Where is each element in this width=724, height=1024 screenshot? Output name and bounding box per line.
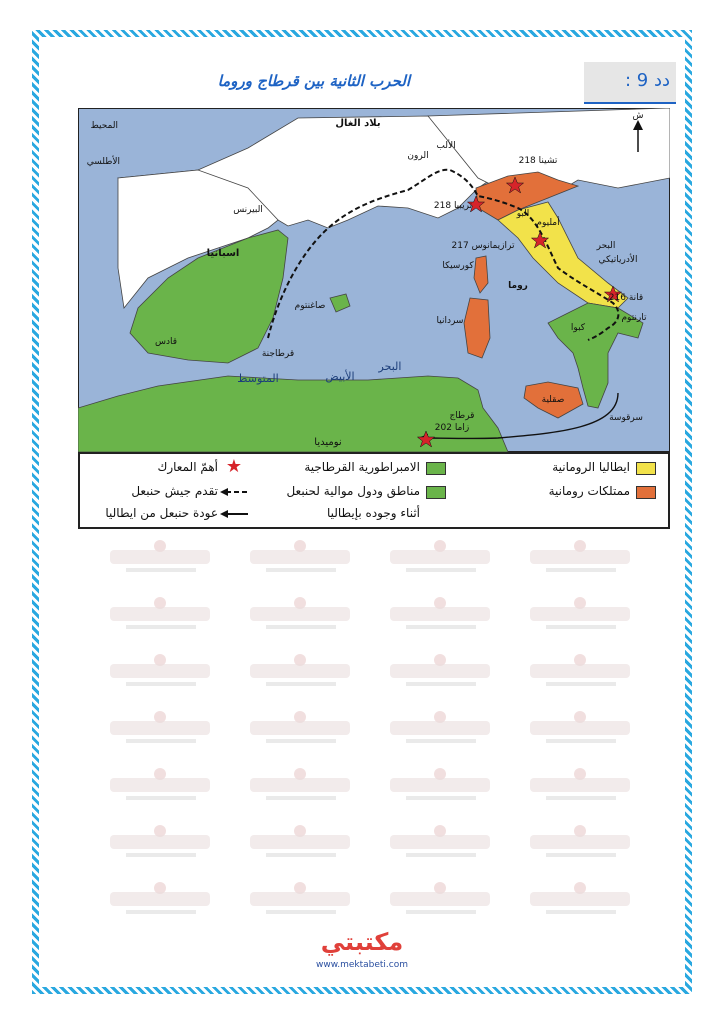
- map-label-alps: الألب: [436, 141, 456, 151]
- legend-swatch-roman-italy: [636, 462, 656, 475]
- map-label-sardinia: سردانيا: [436, 316, 464, 326]
- map-label-numidia: نوميديا: [314, 437, 342, 448]
- map-label-north: ش: [632, 111, 644, 121]
- map-label-atlantic-2: الأطلسي: [86, 157, 120, 167]
- map-label-pyrenees: البيرنس: [233, 205, 263, 215]
- legend-star-icon: ★: [225, 456, 242, 477]
- map-label-capua: كبوا: [570, 323, 586, 333]
- map-label-ticinus: تشينا 218: [518, 156, 558, 166]
- watermark-area: [90, 532, 650, 932]
- map-label-rome: روما: [508, 281, 528, 291]
- map-label-spain: اسبانيا: [206, 248, 240, 259]
- map-label-syracuse: سرقوسة: [609, 413, 643, 423]
- map-label-po: البو: [516, 209, 530, 219]
- map-label-sicily: صقلية: [541, 395, 565, 405]
- logo-brand: مكتبتي: [320, 928, 404, 956]
- legend-label-roman-italy: ايطاليا الرومانية: [552, 460, 630, 474]
- legend-label-advance: تقدم جيش حنبعل: [131, 484, 218, 498]
- legend-label-carthaginian-empire: الامبراطورية القرطاجية: [304, 460, 420, 474]
- map-label-cannae: قانة 216: [608, 293, 644, 303]
- map-label-carthage: قرطاج: [449, 411, 475, 421]
- legend-dashed-arrow-icon: [220, 485, 248, 499]
- legend-swatch-carthaginian-empire: [426, 462, 446, 475]
- map-label-sea-2: الأبيض: [325, 370, 355, 383]
- map-legend: [78, 452, 670, 529]
- legend-label-battles: أهمّ المعارك: [157, 460, 218, 474]
- map-label-trebia: تريبيا 218: [433, 201, 473, 211]
- legend-label-allied-areas-2: أثناء وجوده بإيطاليا: [326, 506, 420, 520]
- legend-label-return: عودة حنبعل من ايطاليا: [105, 506, 218, 520]
- legend-label-allied-areas: مناطق ودول موالية لحنبعل: [286, 484, 420, 498]
- map-label-sea-1: البحر: [378, 360, 402, 373]
- legend-solid-arrow-icon: [220, 507, 248, 521]
- watermark-pattern: [90, 532, 650, 932]
- logo-url: www.mektabeti.com: [315, 960, 409, 970]
- legend-label-roman-possessions: ممتلكات رومانية: [548, 484, 630, 498]
- map-label-cartagena: قرطاجنة: [261, 349, 295, 359]
- map-label-zama: زاما 202: [434, 423, 470, 433]
- map-label-adriatic-1: البحر: [596, 241, 616, 251]
- site-logo: [292, 926, 432, 982]
- map-label-sea-3: المتوسط: [237, 372, 279, 385]
- map-label-atlantic-1: المحيط: [90, 121, 118, 131]
- legend-swatch-roman-possessions: [636, 486, 656, 499]
- map-label-gades: قادس: [154, 337, 178, 347]
- historical-map: [78, 108, 670, 452]
- legend-swatch-allied-areas: [426, 486, 446, 499]
- map-label-saguntum: صاغنتوم: [294, 301, 326, 311]
- map-label-corsica: كورسيكا: [442, 261, 474, 271]
- map-label-rhone: الرون: [407, 151, 429, 161]
- map-label-adriatic-2: الأدرياتيكي: [598, 255, 638, 265]
- map-label-trasimene: ترازيمانوس 217: [451, 241, 515, 251]
- map-label-tarentum: تارنتوم: [621, 313, 647, 323]
- map-label-ariminum: أمليوم: [536, 218, 560, 228]
- document-number: دد 9 :: [584, 62, 676, 104]
- page-title: الحرب الثانية بين قرطاج وروما: [217, 72, 410, 90]
- map-label-gaul: بلاد الغال: [335, 118, 381, 129]
